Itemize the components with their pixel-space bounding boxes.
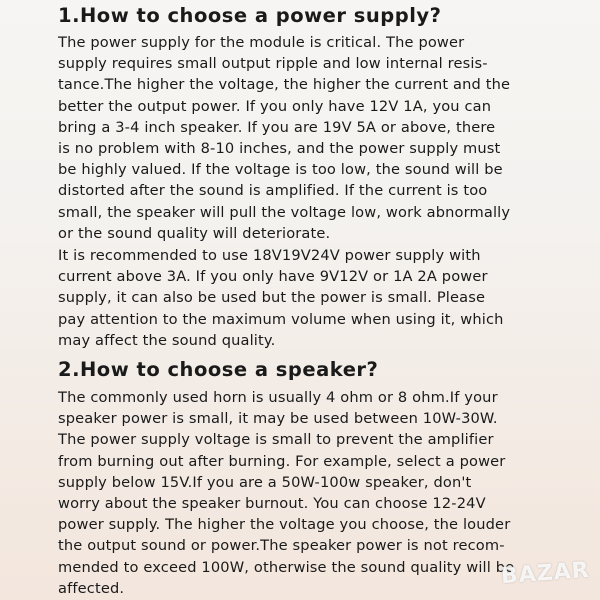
text-line: tance.The higher the voltage, the higher the current and the: [58, 76, 511, 94]
text-line: is no problem with 8-10 inches, and the power supply must: [58, 139, 501, 157]
text-line: speaker power is small, it may be used between 10W-30W.: [58, 410, 498, 428]
section-1-title: 1.How to choose a power supply?: [58, 4, 442, 27]
text-line: the output sound or power.The speaker power is not recom-: [58, 537, 505, 555]
section-2-paragraph-1: [58, 387, 514, 599]
text-line: be highly valued. If the voltage is too low, the sound will be: [58, 161, 503, 179]
text-line: supply below 15V.If you are a 50W-100w speaker, don't: [58, 473, 472, 491]
text-line: better the output power. If you only have 12V 1A, you can: [58, 97, 492, 115]
section-1-paragraph-2: [58, 245, 504, 351]
section-1-paragraph-1: [58, 32, 510, 244]
text-line: worry about the speaker burnout. You can choose 12-24V: [58, 494, 486, 512]
text-line: may affect the sound quality.: [58, 331, 276, 349]
section-2-title: 2.How to choose a speaker?: [58, 358, 379, 381]
text-line: The commonly used horn is usually 4 ohm or 8 ohm.If your: [58, 389, 498, 406]
text-line: It is recommended to use 18V19V24V power supply with: [58, 247, 481, 264]
watermark-logo: BAZAR: [500, 557, 591, 590]
text-line: mended to exceed 100W, otherwise the sound quality will be: [58, 558, 515, 576]
text-line: current above 3A. If you only have 9V12V or 1A 2A power: [58, 268, 488, 286]
text-line: small, the speaker will pull the voltage low, work abnormally: [58, 203, 511, 221]
text-line: supply requires small output ripple and low internal resis-: [58, 55, 488, 73]
text-line: pay attention to the maximum volume when using it, which: [58, 310, 504, 328]
text-line: from burning out after burning. For example, select a power: [58, 452, 506, 470]
text-line: The power supply voltage is small to prevent the amplifier: [58, 431, 494, 449]
text-line: affected.: [58, 579, 125, 597]
text-line: or the sound quality will deteriorate.: [58, 224, 331, 242]
text-line: distorted after the sound is amplified. If the current is too: [58, 182, 488, 200]
text-line: power supply. The higher the voltage you choose, the louder: [58, 516, 511, 534]
text-line: supply, it can also be used but the power is small. Please: [58, 289, 486, 307]
text-line: bring a 3-4 inch speaker. If you are 19V 5A or above, there: [58, 118, 496, 136]
text-line: The power supply for the module is critical. The power: [58, 34, 465, 51]
